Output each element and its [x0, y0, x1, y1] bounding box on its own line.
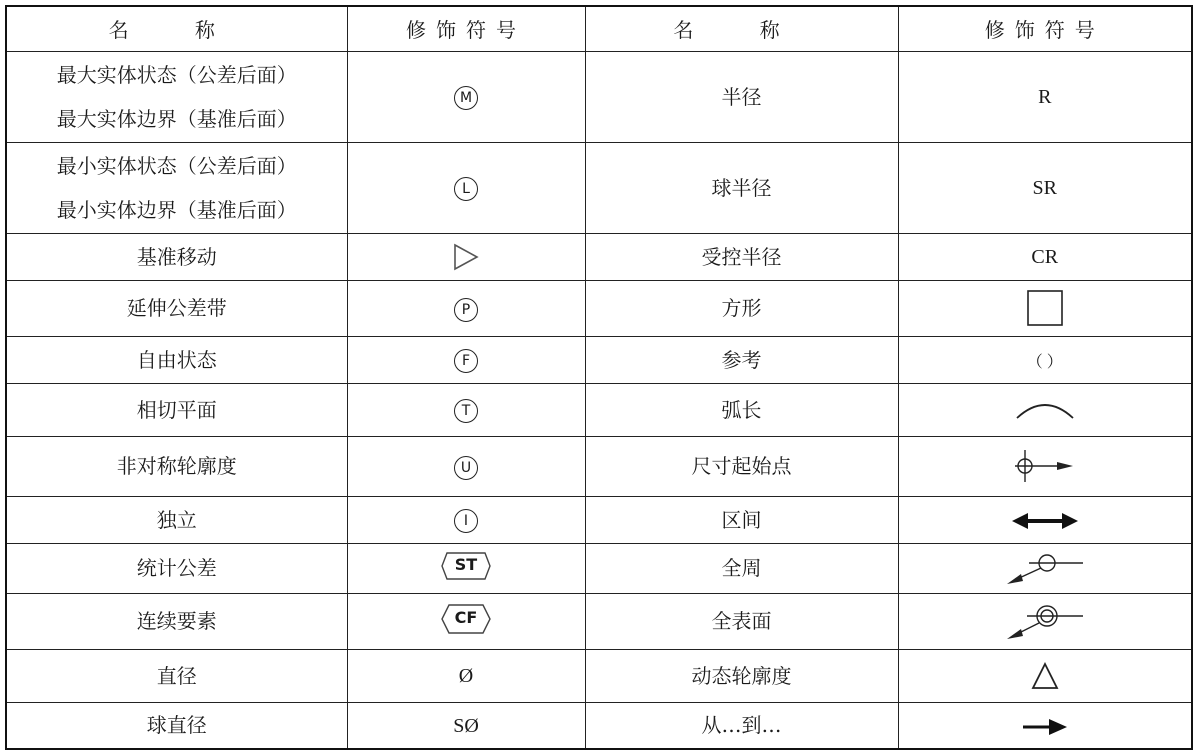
table-row — [6, 496, 1192, 543]
table-row — [6, 649, 1192, 702]
header-row — [6, 6, 1192, 51]
symbol-text: R — [1038, 86, 1052, 108]
header-symbol-right: 修饰符号 — [898, 6, 1192, 51]
symbol-text: SR — [1032, 177, 1057, 199]
square-icon — [1026, 289, 1064, 327]
name-cell: 非对称轮廓度 — [6, 436, 347, 496]
hexagon-label-text: ST — [454, 554, 478, 574]
table-row — [6, 543, 1192, 593]
double-arrow-icon — [1010, 510, 1080, 532]
hexagon-label-icon — [441, 603, 491, 635]
symbol-cell — [898, 496, 1192, 543]
table-row — [6, 593, 1192, 649]
symbol-cell — [898, 142, 1192, 233]
name-cell: 从…到… — [585, 702, 898, 749]
table-row — [6, 702, 1192, 749]
name-cell: 全表面 — [585, 593, 898, 649]
symbol-cell — [347, 496, 585, 543]
table-row — [6, 51, 1192, 142]
symbol-cell — [898, 593, 1192, 649]
name-cell: 基准移动 — [6, 233, 347, 280]
symbol-cell — [347, 543, 585, 593]
name-cell: 自由状态 — [6, 336, 347, 383]
triangle-icon — [1031, 661, 1059, 691]
name-cell: 参考 — [585, 336, 898, 383]
symbol-cell — [898, 649, 1192, 702]
circled-m-icon: M — [454, 86, 478, 110]
table-row — [6, 280, 1192, 336]
name-cell: 统计公差 — [6, 543, 347, 593]
name-cell: 直径 — [6, 649, 347, 702]
symbol-cell — [347, 233, 585, 280]
name-cell: 区间 — [585, 496, 898, 543]
name-cell: 动态轮廓度 — [585, 649, 898, 702]
circled-t-icon: T — [454, 399, 478, 423]
name-cell: 球半径 — [585, 142, 898, 233]
name-cell: 受控半径 — [585, 233, 898, 280]
table-row — [6, 436, 1192, 496]
name-cell: 全周 — [585, 543, 898, 593]
circled-i-icon: I — [454, 509, 478, 533]
symbol-cell — [347, 51, 585, 142]
symbol-cell — [347, 383, 585, 436]
name-cell: 连续要素 — [6, 593, 347, 649]
hexagon-label-text: CF — [454, 607, 478, 627]
name-line: 最小实体边界（基准后面） — [56, 197, 297, 222]
symbol-cell — [898, 436, 1192, 496]
symbol-cell — [347, 142, 585, 233]
table-row — [6, 336, 1192, 383]
name-line: 最大实体状态（公差后面） — [56, 62, 297, 87]
circled-p-icon: P — [454, 298, 478, 322]
symbol-cell — [898, 702, 1192, 749]
symbol-cell — [347, 649, 585, 702]
circled-f-icon: F — [454, 349, 478, 373]
origin-arrow-icon — [1013, 446, 1077, 486]
symbol-cell — [898, 280, 1192, 336]
hexagon-label-icon — [441, 551, 491, 581]
symbol-cell — [347, 702, 585, 749]
symbol-cell — [898, 336, 1192, 383]
circled-l-icon: L — [454, 177, 478, 201]
table-row — [6, 383, 1192, 436]
right-arrow-icon — [1021, 717, 1069, 737]
sphere-diameter-symbol: SØ — [453, 714, 479, 737]
triangle-right-icon — [452, 242, 480, 272]
name-cell — [6, 51, 347, 142]
name-cell: 独立 — [6, 496, 347, 543]
table-row — [6, 142, 1192, 233]
name-cell: 半径 — [585, 51, 898, 142]
symbol-cell — [347, 593, 585, 649]
header-name-right: 名 称 — [585, 6, 898, 51]
name-cell: 球直径 — [6, 702, 347, 749]
symbol-cell — [347, 336, 585, 383]
circled-u-icon: U — [454, 456, 478, 480]
name-cell: 方形 — [585, 280, 898, 336]
symbol-cell — [347, 436, 585, 496]
table-row — [6, 233, 1192, 280]
name-cell: 弧长 — [585, 383, 898, 436]
symbol-cell — [898, 543, 1192, 593]
header-name-left: 名 称 — [6, 6, 347, 51]
symbol-cell — [347, 280, 585, 336]
modifier-symbol-table — [5, 5, 1193, 750]
all-over-icon — [1005, 601, 1085, 641]
name-line: 最小实体状态（公差后面） — [56, 153, 297, 178]
arc-icon — [1014, 398, 1076, 422]
symbol-cell — [898, 233, 1192, 280]
name-line: 最大实体边界（基准后面） — [56, 106, 297, 131]
all-around-icon — [1005, 550, 1085, 586]
diameter-symbol: Ø — [458, 665, 474, 687]
symbol-text: CR — [1031, 246, 1059, 268]
name-cell: 尺寸起始点 — [585, 436, 898, 496]
header-symbol-left: 修饰符号 — [347, 6, 585, 51]
symbol-cell — [898, 51, 1192, 142]
name-cell: 延伸公差带 — [6, 280, 347, 336]
name-cell — [6, 142, 347, 233]
symbol-cell — [898, 383, 1192, 436]
reference-parentheses-icon: （ ） — [1026, 353, 1063, 371]
name-cell: 相切平面 — [6, 383, 347, 436]
